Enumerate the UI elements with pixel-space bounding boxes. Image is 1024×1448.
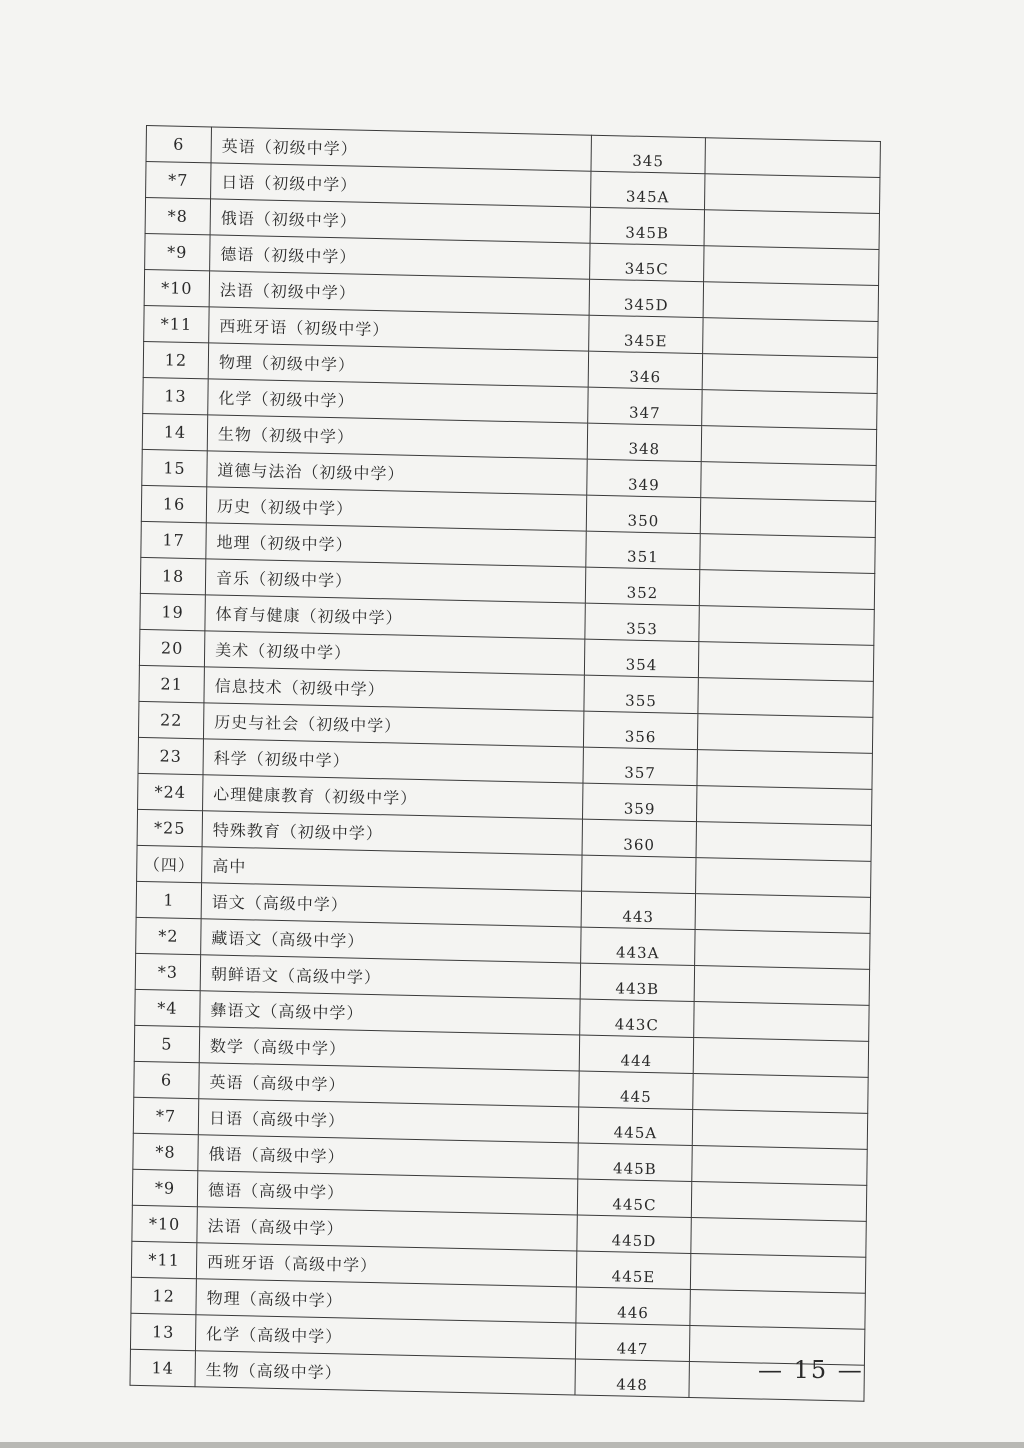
note-cell [704,210,879,250]
subject-code-cell: 443 [581,891,695,929]
note-cell [700,534,875,574]
subject-name-cell: 朝鲜语文（高级中学） [200,955,580,999]
subject-code-cell: 345A [591,171,705,209]
row-number-cell: *4 [135,989,200,1026]
subject-name-cell: 体育与健康（初级中学） [205,595,585,639]
row-number-cell: *8 [133,1133,198,1170]
subject-name-cell: 生物（初级中学） [207,415,587,459]
row-number-cell: （四） [137,845,202,882]
note-cell [696,858,871,898]
row-number-cell: *11 [131,1241,196,1278]
row-number-cell: *9 [145,233,210,270]
row-number-cell: 6 [146,126,211,163]
note-cell [705,138,880,178]
subject-name-cell: 英语（高级中学） [199,1063,579,1107]
subject-name-cell: 数学（高级中学） [199,1027,579,1071]
subject-name-cell: 音乐（初级中学） [205,559,585,603]
subject-code-cell: 443A [581,927,695,965]
subject-code-cell: 443B [580,963,694,1001]
subject-code-cell: 355 [584,675,698,713]
note-cell [695,930,870,970]
row-number-cell: *2 [136,917,201,954]
note-cell [704,246,879,286]
subject-code-cell: 345D [589,279,703,317]
row-number-cell: 6 [134,1061,199,1098]
subject-code-cell: 346 [588,351,702,389]
subject-code-cell: 345 [591,135,705,173]
subject-code-cell: 360 [582,819,696,857]
page-number: — 15 — [758,1356,864,1384]
subject-name-cell: 语文（高级中学） [201,883,581,927]
subject-code-cell: 445D [577,1215,691,1253]
note-cell [695,894,870,934]
subject-name-cell: 德语（高级中学） [197,1171,577,1215]
row-number-cell: 19 [140,593,205,630]
subject-code-cell: 357 [583,747,697,785]
subject-name-cell: 历史（初级中学） [206,487,586,531]
subject-code-cell: 448 [575,1359,689,1397]
note-cell [703,282,878,322]
subject-code-cell: 350 [586,495,700,533]
subject-code-cell: 345E [589,315,703,353]
subject-name-cell: 化学（高级中学） [195,1315,575,1359]
row-number-cell: *10 [132,1205,197,1242]
note-cell [699,606,874,646]
row-number-cell: *25 [137,809,202,846]
subject-name-cell: 彝语文（高级中学） [200,991,580,1035]
row-number-cell: 18 [140,557,205,594]
note-cell [701,426,876,466]
scan-bottom-edge [0,1442,1024,1448]
subject-code-cell: 354 [584,639,698,677]
row-number-cell: *8 [145,197,210,234]
note-cell [697,750,872,790]
subject-code-cell: 345B [590,207,704,245]
row-number-cell: *3 [135,953,200,990]
row-number-cell: 21 [139,665,204,702]
subject-code-cell: 349 [587,459,701,497]
row-number-cell: 23 [138,737,203,774]
note-cell [697,714,872,754]
row-number-cell: 17 [141,521,206,558]
row-number-cell: 13 [130,1313,195,1350]
note-cell [696,822,871,862]
row-number-cell: 13 [143,377,208,414]
subject-code-table-wrapper [129,125,867,1401]
note-cell [694,1002,869,1042]
row-number-cell: *11 [144,305,209,342]
subject-code-cell: 445E [576,1251,690,1289]
row-number-cell: 14 [142,413,207,450]
note-cell [691,1217,866,1257]
note-cell [702,390,877,430]
subject-name-cell: 科学（初级中学） [203,739,583,783]
subject-name-cell: 信息技术（初级中学） [204,667,584,711]
row-number-cell: *24 [138,773,203,810]
subject-name-cell: 俄语（初级中学） [210,199,590,243]
subject-name-cell: 化学（初级中学） [208,379,588,423]
subject-name-cell: 俄语（高级中学） [198,1135,578,1179]
note-cell [690,1253,865,1293]
subject-name-cell: 物理（高级中学） [196,1279,576,1323]
subject-code-cell: 359 [583,783,697,821]
note-cell [700,498,875,538]
subject-code-cell: 345C [590,243,704,281]
row-number-cell: 14 [130,1349,195,1386]
note-cell [698,642,873,682]
subject-name-cell: 高中 [202,847,582,891]
subject-code-cell: 445A [578,1107,692,1145]
subject-code-cell: 445 [579,1071,693,1109]
subject-code-cell: 347 [588,387,702,425]
subject-name-cell: 特殊教育（初级中学） [202,811,582,855]
subject-code-cell: 444 [579,1035,693,1073]
subject-code-cell: 447 [575,1323,689,1361]
row-number-cell: *9 [132,1169,197,1206]
row-number-cell: 22 [138,701,203,738]
subject-code-cell: 352 [585,567,699,605]
subject-name-cell: 西班牙语（高级中学） [196,1243,576,1287]
note-cell [691,1181,866,1221]
subject-name-cell: 法语（高级中学） [197,1207,577,1251]
row-number-cell: 16 [141,485,206,522]
note-cell [698,678,873,718]
subject-code-cell: 351 [586,531,700,569]
subject-name-cell: 藏语文（高级中学） [201,919,581,963]
row-number-cell: 1 [136,881,201,918]
note-cell [699,570,874,610]
note-cell [692,1110,867,1150]
subject-code-cell: 445B [578,1143,692,1181]
note-cell [690,1289,865,1329]
note-cell [696,786,871,826]
note-cell [703,318,878,358]
note-cell [692,1146,867,1186]
subject-name-cell: 法语（初级中学） [209,271,589,315]
row-number-cell: 20 [139,629,204,666]
note-cell [705,174,880,214]
subject-name-cell: 道德与法治（初级中学） [207,451,587,495]
note-cell [693,1074,868,1114]
note-cell [701,462,876,502]
subject-name-cell: 西班牙语（初级中学） [209,307,589,351]
row-number-cell: 12 [131,1277,196,1314]
subject-code-cell: 356 [583,711,697,749]
subject-code-cell: 443C [580,999,694,1037]
row-number-cell: *7 [133,1097,198,1134]
note-cell [694,966,869,1006]
subject-name-cell: 心理健康教育（初级中学） [203,775,583,819]
subject-name-cell: 美术（初级中学） [204,631,584,675]
row-number-cell: *10 [144,269,209,306]
subject-name-cell: 英语（初级中学） [211,127,591,171]
row-number-cell: 12 [143,341,208,378]
note-cell [702,354,877,394]
subject-name-cell: 日语（高级中学） [198,1099,578,1143]
subject-code-cell [582,855,696,893]
table-body [130,126,880,1402]
row-number-cell: 5 [134,1025,199,1062]
subject-name-cell: 地理（初级中学） [206,523,586,567]
subject-code-cell: 445C [577,1179,691,1217]
subject-name-cell: 物理（初级中学） [208,343,588,387]
note-cell [693,1038,868,1078]
subject-name-cell: 日语（初级中学） [211,163,591,207]
row-number-cell: 15 [142,449,207,486]
subject-code-table [129,125,880,1402]
subject-name-cell: 德语（初级中学） [210,235,590,279]
subject-code-cell: 446 [576,1287,690,1325]
subject-name-cell: 历史与社会（初级中学） [203,703,583,747]
subject-code-cell: 348 [587,423,701,461]
subject-name-cell: 生物（高级中学） [195,1351,575,1395]
subject-code-cell: 353 [585,603,699,641]
row-number-cell: *7 [146,162,211,199]
